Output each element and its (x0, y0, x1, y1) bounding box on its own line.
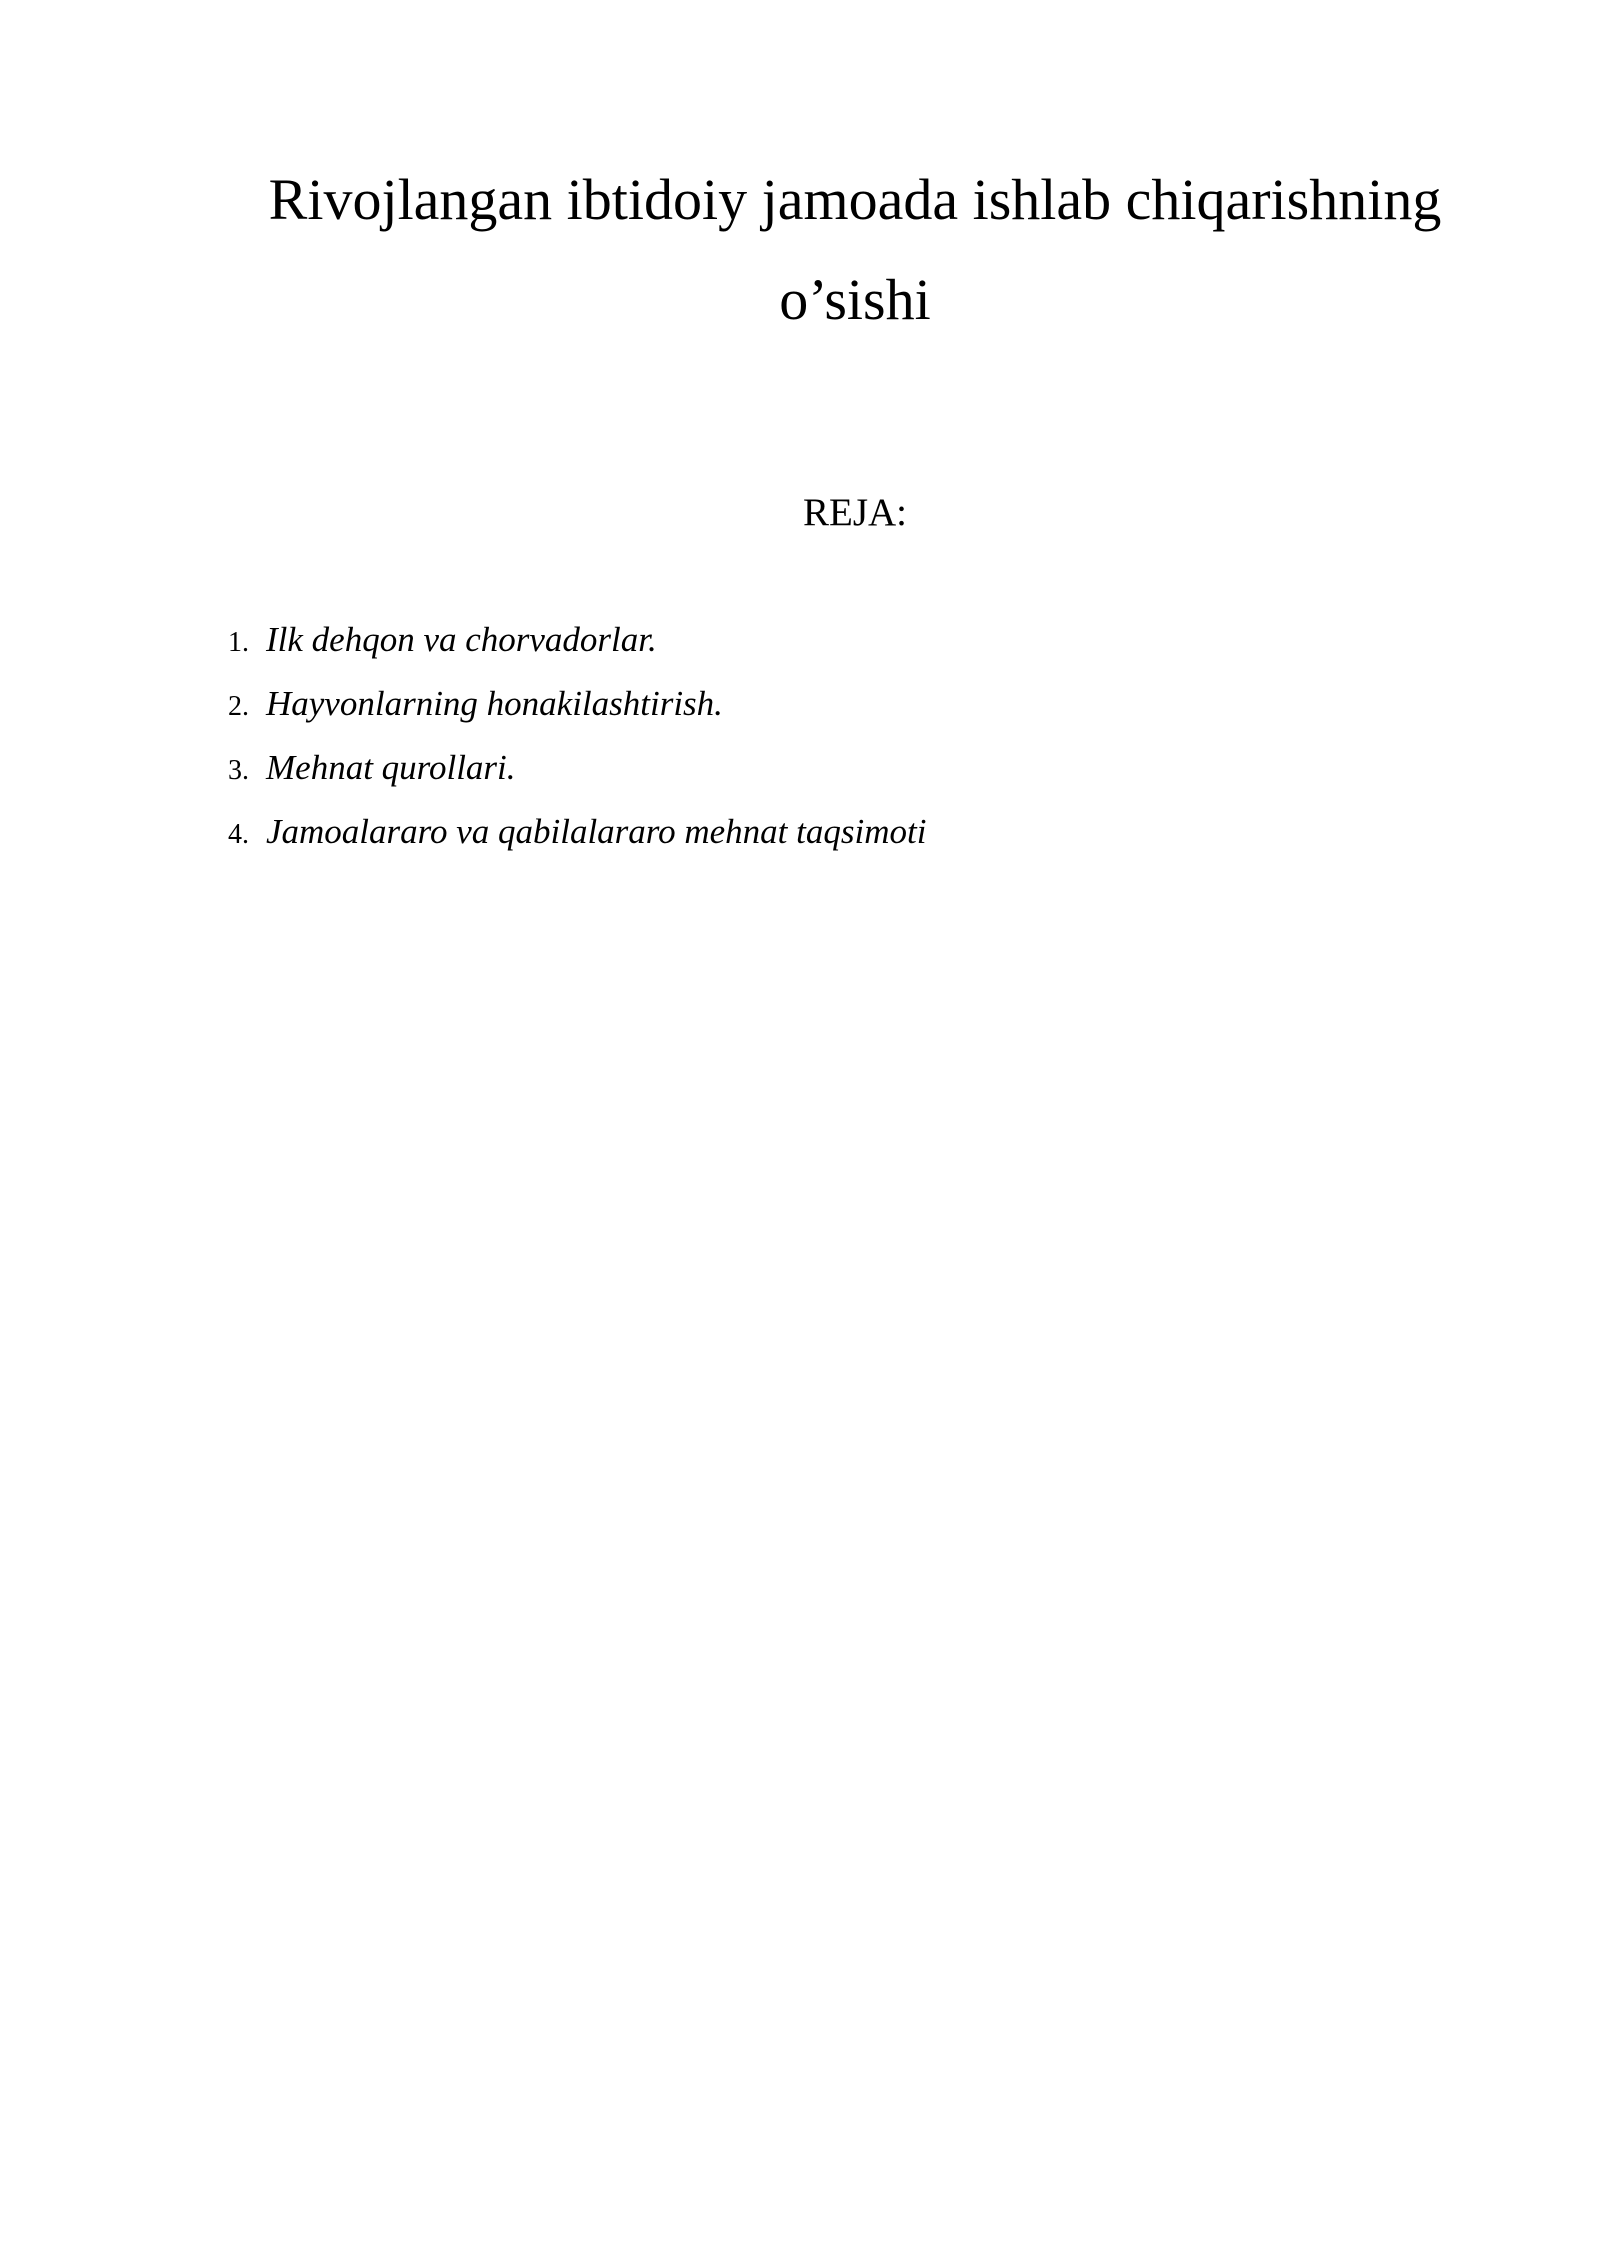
plan-item (228, 684, 926, 748)
plan-item (228, 812, 926, 876)
plan-heading: REJA: (802, 491, 907, 534)
title-line-1: Rivojlangan ibtidoiy jamoada ishlab chiqarishning (268, 167, 1442, 232)
plan-item-text: Hayvonlarning honakilashtirish. (266, 684, 723, 723)
document-title (240, 150, 1470, 350)
plan-item (228, 748, 926, 812)
plan-item-text: Mehnat qurollari. (266, 748, 516, 787)
plan-item-text: Jamoalararo va qabilalararo mehnat taqsimoti (266, 812, 927, 851)
plan-item-number: 2. (228, 691, 249, 722)
title-line-2: o’sishi (779, 267, 931, 332)
plan-item-number: 3. (228, 755, 249, 786)
plan-item-number: 1. (228, 627, 249, 658)
plan-item-number: 4. (228, 819, 249, 850)
plan-item-text: Ilk dehqon va chorvadorlar. (266, 620, 657, 659)
plan-item (228, 620, 926, 684)
plan-list (228, 620, 926, 876)
